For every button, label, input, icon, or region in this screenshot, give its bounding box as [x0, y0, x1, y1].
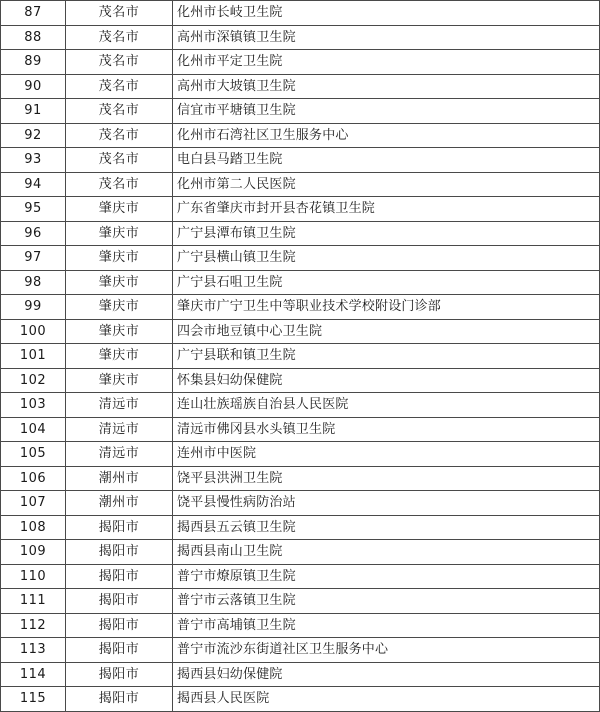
row-institution-cell: 普宁市流沙东街道社区卫生服务中心 [173, 638, 600, 663]
table-row [1, 319, 600, 344]
table-row [1, 270, 600, 295]
row-index-cell: 89 [1, 50, 66, 75]
table-row [1, 123, 600, 148]
row-city-cell: 肇庆市 [66, 197, 173, 222]
row-city-cell: 肇庆市 [66, 295, 173, 320]
row-index-cell: 113 [1, 638, 66, 663]
row-index-cell: 111 [1, 589, 66, 614]
row-city-cell: 肇庆市 [66, 344, 173, 369]
row-institution-cell: 揭西县五云镇卫生院 [173, 515, 600, 540]
row-institution-cell: 揭西县南山卫生院 [173, 540, 600, 565]
row-institution-cell: 广宁县联和镇卫生院 [173, 344, 600, 369]
row-index-cell: 101 [1, 344, 66, 369]
row-institution-cell: 揭西县妇幼保健院 [173, 662, 600, 687]
row-index-cell: 100 [1, 319, 66, 344]
row-index-cell: 110 [1, 564, 66, 589]
table-row [1, 148, 600, 173]
row-index-cell: 106 [1, 466, 66, 491]
row-city-cell: 茂名市 [66, 1, 173, 26]
row-index-cell: 102 [1, 368, 66, 393]
table-row [1, 344, 600, 369]
row-city-cell: 茂名市 [66, 25, 173, 50]
row-institution-cell: 广东省肇庆市封开县杏花镇卫生院 [173, 197, 600, 222]
row-institution-cell: 普宁市云落镇卫生院 [173, 589, 600, 614]
row-index-cell: 87 [1, 1, 66, 26]
row-city-cell: 清远市 [66, 393, 173, 418]
row-institution-cell: 普宁市高埔镇卫生院 [173, 613, 600, 638]
table-row [1, 1, 600, 26]
row-index-cell: 115 [1, 687, 66, 712]
row-city-cell: 揭阳市 [66, 613, 173, 638]
row-city-cell: 茂名市 [66, 50, 173, 75]
table-row [1, 564, 600, 589]
row-index-cell: 94 [1, 172, 66, 197]
row-city-cell: 肇庆市 [66, 368, 173, 393]
row-city-cell: 肇庆市 [66, 246, 173, 271]
table-row [1, 25, 600, 50]
row-institution-cell: 普宁市燎原镇卫生院 [173, 564, 600, 589]
row-city-cell: 肇庆市 [66, 319, 173, 344]
table-row [1, 687, 600, 712]
row-city-cell: 潮州市 [66, 491, 173, 516]
row-index-cell: 108 [1, 515, 66, 540]
table-row [1, 442, 600, 467]
row-city-cell: 茂名市 [66, 172, 173, 197]
row-index-cell: 105 [1, 442, 66, 467]
row-city-cell: 揭阳市 [66, 564, 173, 589]
row-city-cell: 茂名市 [66, 123, 173, 148]
row-institution-cell: 高州市深镇镇卫生院 [173, 25, 600, 50]
row-city-cell: 揭阳市 [66, 687, 173, 712]
table-row [1, 662, 600, 687]
table-row [1, 393, 600, 418]
row-city-cell: 揭阳市 [66, 515, 173, 540]
table-row [1, 221, 600, 246]
row-institution-cell: 饶平县洪洲卫生院 [173, 466, 600, 491]
table-row [1, 613, 600, 638]
table-body [1, 1, 600, 712]
row-index-cell: 97 [1, 246, 66, 271]
row-institution-cell: 肇庆市广宁卫生中等职业技术学校附设门诊部 [173, 295, 600, 320]
row-institution-cell: 连山壮族瑶族自治县人民医院 [173, 393, 600, 418]
row-index-cell: 91 [1, 99, 66, 124]
row-index-cell: 114 [1, 662, 66, 687]
row-city-cell: 肇庆市 [66, 221, 173, 246]
row-institution-cell: 信宜市平塘镇卫生院 [173, 99, 600, 124]
table-row [1, 491, 600, 516]
row-city-cell: 清远市 [66, 442, 173, 467]
row-institution-cell: 四会市地豆镇中心卫生院 [173, 319, 600, 344]
row-city-cell: 茂名市 [66, 148, 173, 173]
row-institution-cell: 广宁县石咀卫生院 [173, 270, 600, 295]
row-index-cell: 95 [1, 197, 66, 222]
table-row [1, 368, 600, 393]
table-row [1, 589, 600, 614]
row-city-cell: 肇庆市 [66, 270, 173, 295]
row-institution-cell: 化州市长岐卫生院 [173, 1, 600, 26]
row-index-cell: 90 [1, 74, 66, 99]
row-index-cell: 96 [1, 221, 66, 246]
row-city-cell: 揭阳市 [66, 638, 173, 663]
table-row [1, 466, 600, 491]
row-city-cell: 揭阳市 [66, 589, 173, 614]
row-city-cell: 茂名市 [66, 99, 173, 124]
table-row [1, 246, 600, 271]
table-row [1, 515, 600, 540]
table-row [1, 50, 600, 75]
row-institution-cell: 高州市大坡镇卫生院 [173, 74, 600, 99]
row-institution-cell: 化州市石湾社区卫生服务中心 [173, 123, 600, 148]
row-index-cell: 104 [1, 417, 66, 442]
table-row [1, 540, 600, 565]
row-institution-cell: 广宁县横山镇卫生院 [173, 246, 600, 271]
table-row [1, 417, 600, 442]
table-row [1, 197, 600, 222]
row-index-cell: 112 [1, 613, 66, 638]
row-city-cell: 揭阳市 [66, 540, 173, 565]
row-institution-cell: 化州市第二人民医院 [173, 172, 600, 197]
table-row [1, 74, 600, 99]
row-city-cell: 潮州市 [66, 466, 173, 491]
row-index-cell: 88 [1, 25, 66, 50]
row-institution-cell: 揭西县人民医院 [173, 687, 600, 712]
row-city-cell: 茂名市 [66, 74, 173, 99]
row-city-cell: 清远市 [66, 417, 173, 442]
row-index-cell: 99 [1, 295, 66, 320]
row-index-cell: 107 [1, 491, 66, 516]
row-index-cell: 109 [1, 540, 66, 565]
row-institution-cell: 广宁县潭布镇卫生院 [173, 221, 600, 246]
table-row [1, 99, 600, 124]
row-institution-cell: 电白县马踏卫生院 [173, 148, 600, 173]
row-institution-cell: 化州市平定卫生院 [173, 50, 600, 75]
row-index-cell: 93 [1, 148, 66, 173]
table-row [1, 638, 600, 663]
row-institution-cell: 怀集县妇幼保健院 [173, 368, 600, 393]
table-row [1, 172, 600, 197]
row-index-cell: 92 [1, 123, 66, 148]
row-index-cell: 98 [1, 270, 66, 295]
row-institution-cell: 清远市佛冈县水头镇卫生院 [173, 417, 600, 442]
row-institution-cell: 饶平县慢性病防治站 [173, 491, 600, 516]
table-row [1, 295, 600, 320]
row-institution-cell: 连州市中医院 [173, 442, 600, 467]
row-index-cell: 103 [1, 393, 66, 418]
row-city-cell: 揭阳市 [66, 662, 173, 687]
